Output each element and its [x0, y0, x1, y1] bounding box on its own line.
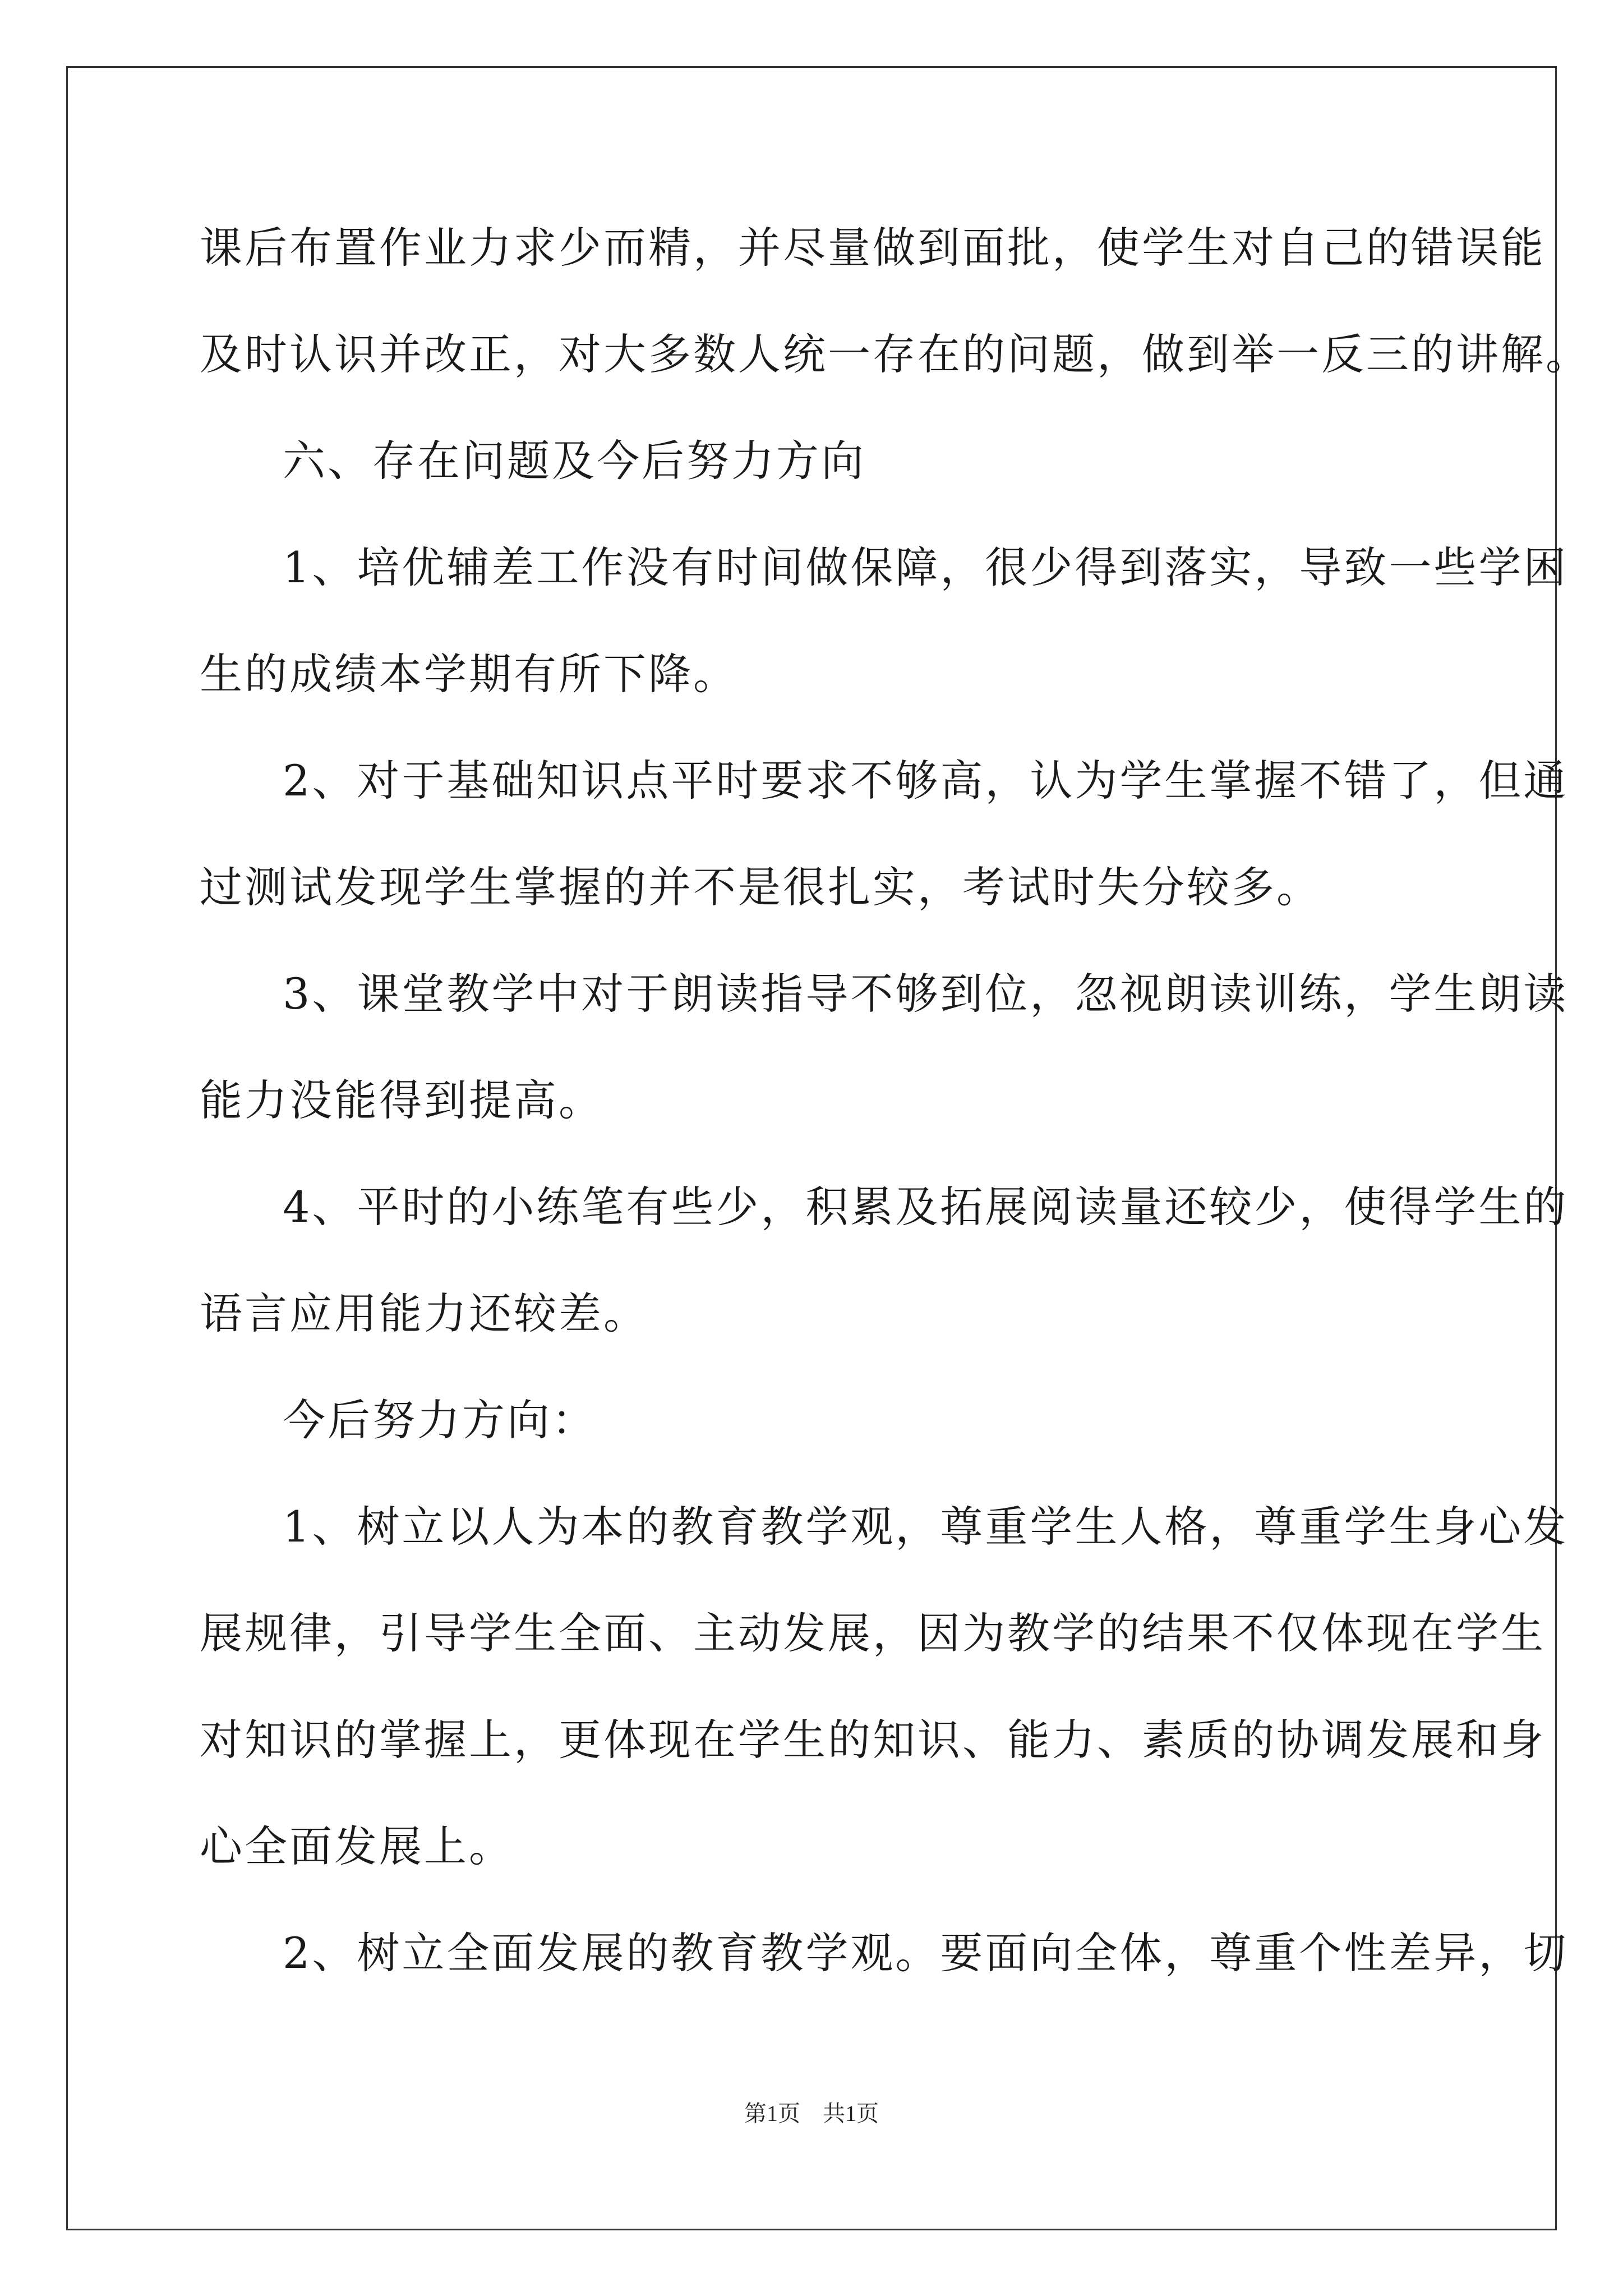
text-line: 过测试发现学生掌握的并不是很扎实，考试时失分较多。: [200, 862, 1321, 912]
text-line: 4、平时的小练笔有些少，积累及拓展阅读量还较少，使得学生的: [283, 1182, 1569, 1232]
text-line: 能力没能得到提高。: [200, 1075, 603, 1125]
text-line: 1、培优辅差工作没有时间做保障，很少得到落实，导致一些学困: [283, 542, 1569, 592]
text-line: 2、对于基础知识点平时要求不够高，认为学生掌握不错了，但通: [283, 756, 1569, 806]
text-line: 课后布置作业力求少而精，并尽量做到面批，使学生对自己的错误能: [200, 223, 1546, 273]
text-line: 六、存在问题及今后努力方向: [283, 436, 866, 486]
text-line: 生的成绩本学期有所下降。: [200, 649, 738, 699]
text-line: 1、树立以人为本的教育教学观，尊重学生人格，尊重学生身心发: [283, 1502, 1569, 1552]
text-line: 及时认识并改正，对大多数人统一存在的问题，做到举一反三的讲解。: [200, 329, 1590, 379]
text-line: 对知识的掌握上，更体现在学生的知识、能力、素质的协调发展和身: [200, 1715, 1546, 1765]
text-line: 心全面发展上。: [200, 1821, 514, 1871]
text-line: 今后努力方向：: [283, 1395, 597, 1445]
text-line: 语言应用能力还较差。: [200, 1289, 648, 1338]
page-number-footer: 第1页 共1页: [744, 2101, 879, 2126]
text-line: 2、树立全面发展的教育教学观。要面向全体，尊重个性差异，切: [283, 1928, 1569, 1978]
text-line: 3、课堂教学中对于朗读指导不够到位，忽视朗读训练，学生朗读: [283, 969, 1569, 1019]
document-body: [200, 214, 1590, 2026]
text-line: 展规律，引导学生全面、主动发展，因为教学的结果不仅体现在学生: [200, 1608, 1546, 1658]
